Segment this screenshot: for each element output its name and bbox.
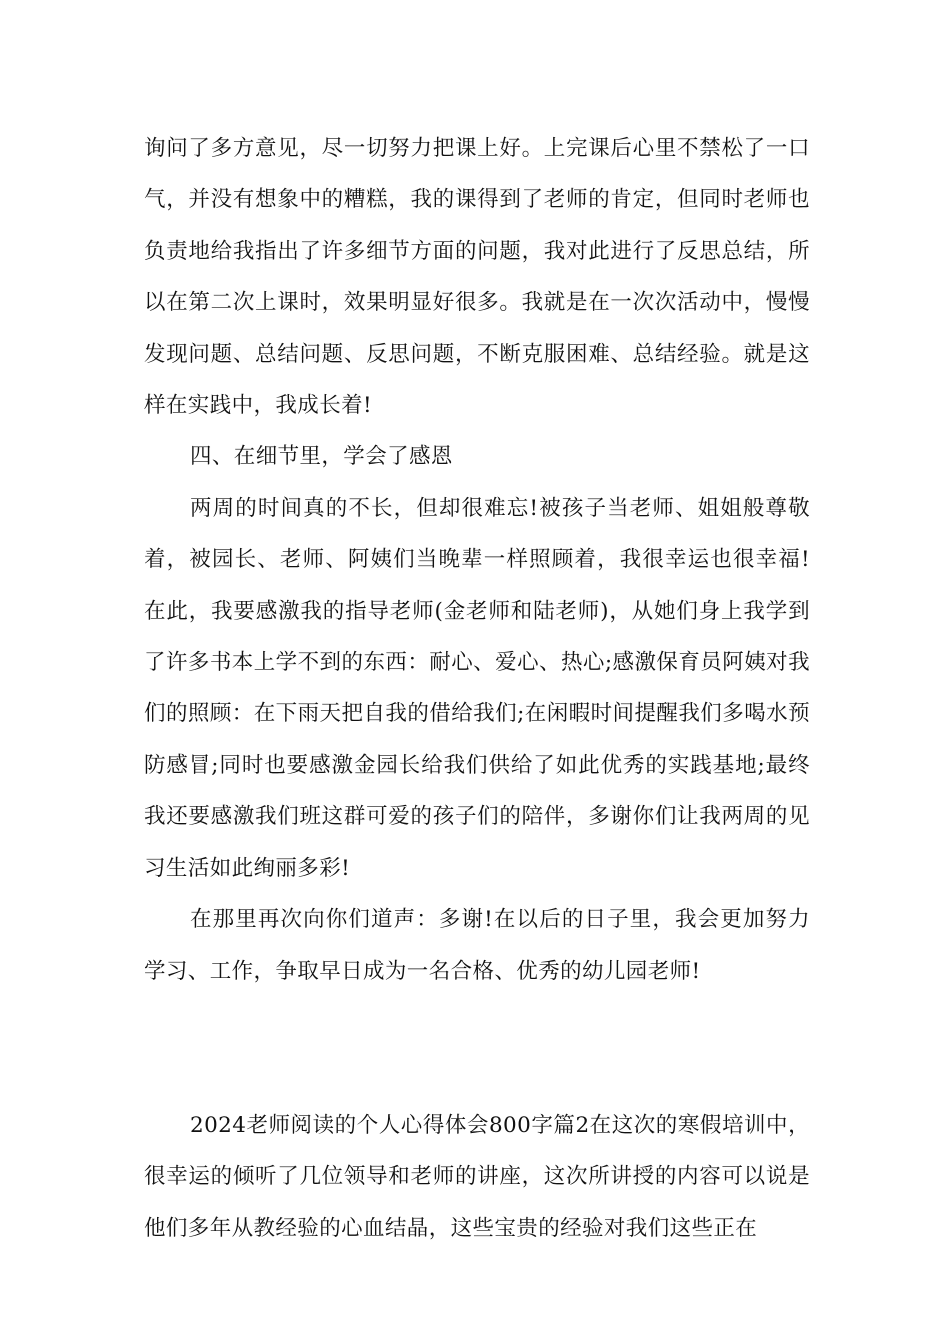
paragraph-next-article: 2024老师阅读的个人心得体会800字篇2在这次的寒假培训中，很幸运的倾听了几位领导和老师的讲座，这次所讲授的内容可以说是他们多年从教经验的心血结晶，这些宝贵的经验对我们这些正在 bbox=[144, 1112, 810, 1241]
paragraph-continued: 询问了多方意见，尽一切努力把课上好。上完课后心里不禁松了一口气，并没有想象中的糟糕，我的课得到了老师的肯定，但同时老师也负责地给我指出了许多细节方面的问题，我对此进行了反思总结，所以在第二次上课时，效果明显好很多。我就是在一次次活动中，慢慢发现问题、总结问题、反思问题，不断克服困难、总结经验。就是这样在实践中，我成长着! bbox=[144, 136, 810, 419]
document-body bbox=[144, 123, 810, 1254]
paragraph-gratitude: 两周的时间真的不长，但却很难忘!被孩子当老师、姐姐般尊敬着，被园长、老师、阿姨们当晚辈一样照顾着，我很幸运也很幸福!在此，我要感激我的指导老师(金老师和陆老师)，从她们身上我学到了许多书本上学不到的东西：耐心、爱心、热心;感激保育员阿姨对我们的照顾：在下雨天把自我的借给我们;在闲暇时间提醒我们多喝水预防感冒;同时也要感激金园长给我们供给了如此优秀的实践基地;最终我还要感激我们班这群可爱的孩子们的陪伴，多谢你们让我两周的见习生活如此绚丽多彩! bbox=[144, 495, 810, 881]
paragraph-thanks: 在那里再次向你们道声：多谢!在以后的日子里，我会更加努力学习、工作，争取早日成为一名合格、优秀的幼儿园老师! bbox=[144, 907, 810, 984]
section-heading: 四、在细节里，学会了感恩 bbox=[190, 444, 453, 470]
blank-spacer bbox=[144, 997, 810, 1100]
